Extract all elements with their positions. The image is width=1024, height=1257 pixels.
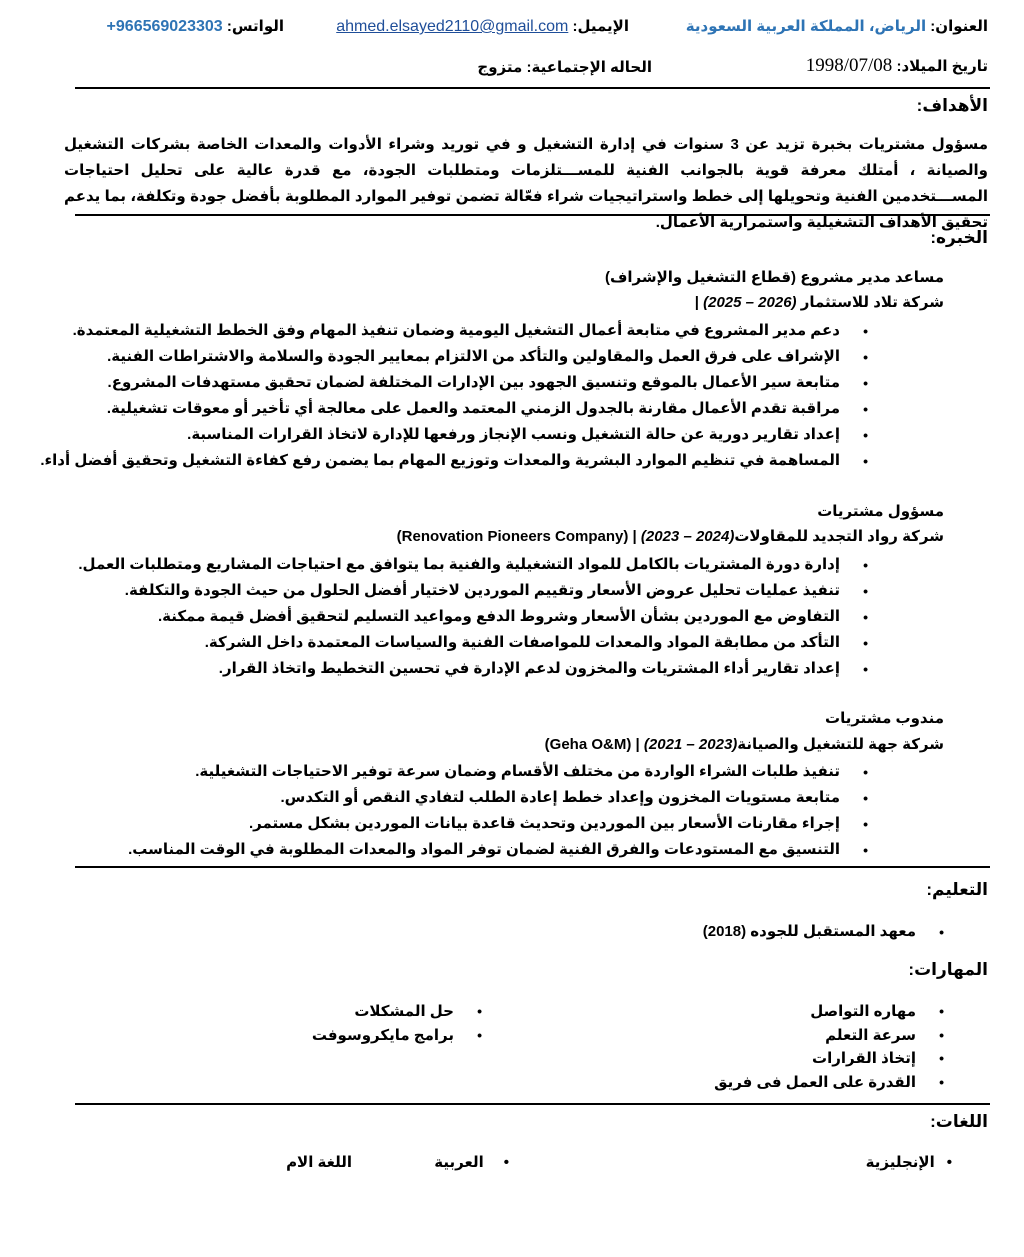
job-period: (2023 – 2024) bbox=[640, 528, 735, 545]
whatsapp-label: الواتس: bbox=[226, 18, 284, 35]
bullet-icon: • bbox=[863, 375, 868, 391]
job-suffix: | (Renovation Pioneers Company) bbox=[396, 528, 641, 545]
list-item bbox=[78, 630, 868, 656]
experience-heading: الخبره: bbox=[930, 228, 988, 247]
list-item-text: المساهمة في تنظيم الموارد البشرية والمعدات وتوزيع المهام بما يضمن رفع كفاءة التشغيل وتحقيق أفضل أداء. bbox=[40, 452, 840, 469]
bullet-icon: • bbox=[863, 609, 868, 625]
birth-label: تاريخ الميلاد: bbox=[896, 58, 988, 75]
list-item-text: الإشراف على فرق العمل والمقاولين والتأكد من الالتزام بمعايير الجودة والسلامة والاشتراطات الفنية. bbox=[107, 348, 840, 365]
address-label: العنوان: bbox=[930, 18, 988, 35]
divider bbox=[75, 1103, 990, 1105]
bullet-icon: • bbox=[477, 1026, 482, 1043]
job-title: مندوب مشتريات bbox=[825, 710, 944, 727]
list-item-text: إدارة دورة المشتريات بالكامل للمواد التشغيلية والفنية بما يتوافق مع احتياجات المشاريع ومتطلبات العمل. bbox=[78, 556, 840, 573]
list-item bbox=[128, 759, 868, 785]
job-period: (2025 – 2026) bbox=[703, 294, 797, 311]
education-heading: التعليم: bbox=[926, 880, 988, 899]
bullet-icon: • bbox=[863, 842, 868, 858]
list-item-text: متابعة سير الأعمال بالموقع وتنسيق الجهود بين الإدارات المختلفة لضمان تحقيق مستهدفات المشروع. bbox=[107, 374, 840, 391]
list-item-text: برامج مايكروسوفت bbox=[311, 1026, 454, 1044]
bullet-icon: • bbox=[863, 635, 868, 651]
divider bbox=[75, 866, 990, 868]
list-item bbox=[40, 370, 868, 396]
list-item-text: القدرة على العمل فى فريق bbox=[714, 1073, 916, 1091]
list-item-text: مراقبة تقدم الأعمال مقارنة بالجدول الزمني المعتمد والعمل على معالجة أي تأخير أو معوقات تشغيلية. bbox=[106, 400, 840, 417]
bullet-icon: • bbox=[939, 924, 944, 940]
job-bullets bbox=[78, 552, 868, 682]
bullet-icon: • bbox=[863, 790, 868, 806]
marital-status-field bbox=[477, 58, 652, 76]
bullet-icon: • bbox=[477, 1003, 482, 1019]
list-item bbox=[78, 604, 868, 630]
bullet-icon: • bbox=[939, 1003, 944, 1019]
email-field bbox=[336, 17, 629, 36]
email-link[interactable]: ahmed.elsayed2110@gmail.com bbox=[336, 18, 569, 35]
list-item bbox=[714, 1000, 944, 1024]
list-item bbox=[128, 785, 868, 811]
list-item-text: سرعة التعلم bbox=[825, 1026, 916, 1044]
bullet-icon: • bbox=[863, 557, 868, 573]
list-item-text: معهد المستقبل للجوده (2018) bbox=[702, 923, 916, 940]
address-value: الرياض، المملكة العربية السعودية bbox=[685, 18, 927, 35]
list-item-text: تنفيذ طلبات الشراء الواردة من مختلف الأقسام وضمان سرعة توفير الاحتياجات التشغيلية. bbox=[195, 763, 840, 780]
list-item-text: متابعة مستويات المخزون وإعداد خطط إعادة الطلب لتفادي النقص أو التكدس. bbox=[280, 789, 840, 806]
objectives-heading: الأهداف: bbox=[916, 96, 988, 115]
native-language-label: اللغة الام bbox=[286, 1154, 352, 1171]
job-period: (2021 – 2023) bbox=[643, 736, 738, 753]
list-item-text: التأكد من مطابقة المواد والمعدات للمواصفات الفنية والسياسات المعتمدة داخل الشركة. bbox=[204, 634, 840, 651]
bullet-icon: • bbox=[863, 661, 868, 677]
languages-heading: اللغات: bbox=[930, 1112, 988, 1131]
list-item bbox=[128, 837, 868, 863]
bullet-icon: • bbox=[863, 453, 868, 469]
address-field bbox=[686, 17, 988, 35]
list-item bbox=[78, 578, 868, 604]
list-item bbox=[40, 318, 868, 344]
birth-value: 1998/07/08 bbox=[805, 55, 893, 76]
bullet-icon: • bbox=[939, 1026, 944, 1043]
list-item bbox=[78, 552, 868, 578]
job-company bbox=[695, 293, 944, 311]
list-item bbox=[714, 1047, 944, 1071]
list-item-text: دعم مدير المشروع في متابعة أعمال التشغيل اليومية وضمان تنفيذ المهام وفق الخطط التشغيلية المعتمدة. bbox=[72, 322, 840, 339]
job-suffix: | bbox=[694, 294, 704, 311]
language-item: •الإنجليزية bbox=[865, 1154, 952, 1171]
bullet-icon: • bbox=[863, 401, 868, 417]
list-item bbox=[40, 396, 868, 422]
divider bbox=[75, 214, 990, 216]
list-item bbox=[714, 1071, 944, 1095]
email-label: الإيميل: bbox=[572, 18, 629, 35]
whatsapp-field bbox=[107, 17, 284, 36]
list-item-text: تنفيذ عمليات تحليل عروض الأسعار وتقييم الموردين لاختيار أفضل الحلول من حيث الجودة والتكلفة. bbox=[124, 582, 840, 599]
divider bbox=[75, 87, 990, 89]
bullet-icon: • bbox=[939, 1073, 944, 1090]
birth-date-field bbox=[806, 55, 988, 77]
company-name: شركة تلاد للاستثمار bbox=[796, 294, 944, 311]
job-bullets bbox=[40, 318, 868, 474]
bullet-icon: • bbox=[863, 323, 868, 339]
bullet-icon: • bbox=[946, 1154, 952, 1171]
job-company bbox=[397, 527, 944, 545]
list-item bbox=[714, 1024, 944, 1048]
bullet-icon: • bbox=[863, 349, 868, 365]
language-item: •العربية bbox=[434, 1154, 509, 1171]
job-company bbox=[545, 735, 944, 753]
list-item bbox=[311, 1024, 482, 1048]
list-item-text: إعداد تقارير دورية عن حالة التشغيل ونسب الإنجاز ورفعها للإدارة لاتخاذ القرارات المناسبة. bbox=[187, 426, 840, 443]
company-name: شركة رواد التجديد للمقاولات bbox=[734, 528, 944, 545]
list-item bbox=[128, 811, 868, 837]
list-item bbox=[78, 656, 868, 682]
list-item bbox=[40, 422, 868, 448]
bullet-icon: • bbox=[863, 816, 868, 832]
bullet-icon: • bbox=[863, 764, 868, 780]
list-item bbox=[40, 448, 868, 474]
bullet-icon: • bbox=[863, 427, 868, 443]
skills-left-column bbox=[311, 1000, 482, 1047]
company-name: شركة جهة للتشغيل والصيانة bbox=[737, 736, 944, 753]
marital-label: الحاله الإجتماعية: bbox=[526, 59, 652, 76]
skills-heading: المهارات: bbox=[908, 960, 988, 979]
list-item-text: إجراء مقارنات الأسعار بين الموردين وتحديث قاعدة بيانات الموردين بشكل مستمر. bbox=[248, 815, 840, 832]
bullet-icon: • bbox=[939, 1050, 944, 1066]
job-title: مسؤول مشتريات bbox=[817, 503, 944, 520]
list-item bbox=[40, 344, 868, 370]
marital-value: متزوج bbox=[477, 59, 523, 76]
list-item-text: مهاره التواصل bbox=[810, 1003, 916, 1020]
list-item bbox=[312, 1000, 482, 1024]
job-title: مساعد مدير مشروع (قطاع التشغيل والإشراف) bbox=[604, 269, 944, 286]
objectives-text: مسؤول مشتريات بخبرة تزيد عن 3 سنوات في إدارة التشغيل و في توريد وشراء الأدوات والمعدات الخاصة بشركات التشغيل والصيانة ، أمتلك معرفة قوية بالجوانب الفنية للمســـتلزمات ومتطلبات الجودة، مع قدرة عالية على تحليل احتياجات المســـتخدمين الفنية وتحويلها إلى خطط واستراتيجيات شراء فعّالة تضمن توفير الموارد المطلوبة بأفضل جودة وتكلفة، بما يدعم تحقيق الأهداف التشغيلية واستمرارية الأعمال. bbox=[64, 136, 988, 231]
whatsapp-value: +966569023303 bbox=[106, 18, 223, 35]
list-item-text: إتخاذ القرارات bbox=[812, 1050, 916, 1067]
education-list bbox=[702, 919, 944, 945]
list-item-text: التفاوض مع الموردين بشأن الأسعار وشروط الدفع ومواعيد التسليم لتحقيق أفضل قيمة ممكنة. bbox=[157, 608, 840, 625]
bullet-icon: • bbox=[863, 583, 868, 599]
list-item-text: إعداد تقارير أداء المشتريات والمخزون لدعم الإدارة في تحسين التخطيط واتخاذ القرار. bbox=[218, 660, 840, 677]
list-item bbox=[702, 919, 944, 945]
job-bullets bbox=[128, 759, 868, 863]
skills-right-column bbox=[714, 1000, 944, 1094]
list-item-text: التنسيق مع المستودعات والفرق الفنية لضمان توفر المواد والمعدات المطلوبة في الوقت المناسب. bbox=[128, 841, 840, 858]
job-suffix: | (Geha O&M) bbox=[544, 736, 644, 753]
bullet-icon: • bbox=[503, 1154, 509, 1171]
list-item-text: حل المشكلات bbox=[354, 1003, 454, 1020]
